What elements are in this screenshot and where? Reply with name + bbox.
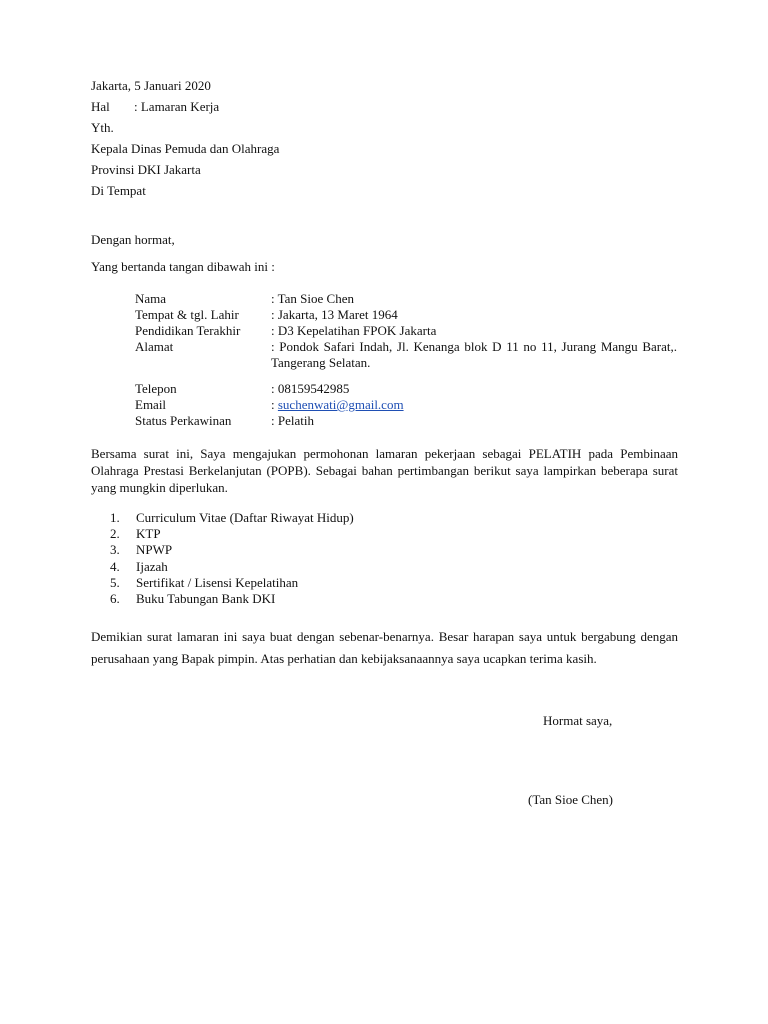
regards: Hormat saya,: [543, 713, 613, 728]
list-item-number: 5.: [110, 574, 120, 590]
list-item-text: Ijazah: [136, 558, 168, 574]
list-item-number: 6.: [110, 590, 120, 606]
list-item-number: 1.: [110, 510, 120, 525]
place-date: Jakarta, 5 Januari 2020: [91, 78, 211, 93]
email-value-wrap: [271, 397, 677, 413]
intro-line: Yang bertanda tangan dibawah ini :: [91, 259, 275, 274]
list-item-text: Buku Tabungan Bank DKI: [136, 590, 276, 606]
alamat-label: Alamat: [135, 339, 174, 354]
list-item-text: NPWP: [136, 542, 173, 558]
email-link[interactable]: suchenwati@gmail.com: [277, 397, 404, 412]
recipient-line-1: Kepala Dinas Pemuda dan Olahraga: [91, 141, 280, 156]
greeting: Dengan hormat,: [91, 232, 175, 247]
list-item-text: Sertifikat / Lisensi Kepelatihan: [136, 574, 299, 590]
list-item-text: Curriculum Vitae (Daftar Riwayat Hidup): [136, 510, 354, 525]
email-prefix: :: [271, 397, 278, 412]
pendidikan-label: Pendidikan Terakhir: [135, 323, 241, 338]
email-label: Email: [135, 397, 167, 412]
ttl-label: Tempat & tgl. Lahir: [135, 307, 239, 322]
subject-line: [91, 99, 219, 115]
recipient-line-3: Di Tempat: [91, 183, 146, 198]
ttl-value: : Jakarta, 13 Maret 1964: [271, 307, 398, 322]
status-value: : Pelatih: [271, 413, 314, 428]
signature-name: (Tan Sioe Chen): [528, 792, 614, 807]
closing-paragraph: Demikian surat lamaran ini saya buat dengan sebenar-benarnya. Besar harapan saya untuk bergabung dengan perusahaan yang Bapak pimpin. Atas perhatian dan kebijaksanaannya saya ucapkan terima kasih.: [91, 629, 678, 666]
telepon-label: Telepon: [135, 381, 177, 396]
list-item-number: 2.: [110, 526, 120, 542]
pendidikan-value: : D3 Kepelatihan FPOK Jakarta: [271, 323, 437, 338]
subject-label: Hal: [91, 99, 110, 114]
recipient-line-2: Provinsi DKI Jakarta: [91, 162, 201, 177]
list-item-text: KTP: [136, 526, 161, 542]
list-item-number: 4.: [110, 558, 120, 574]
list-item-number: 3.: [110, 542, 120, 558]
telepon-value: : 08159542985: [271, 381, 350, 396]
body-paragraph: Bersama surat ini, Saya mengajukan permohonan lamaran pekerjaan sebagai PELATIH pada Pembinaan Olahraga Prestasi Berkelanjutan (POPB). Sebagai bahan pertimbangan berikut saya lampirkan beberapa surat yang mungkin diperlukan.: [91, 446, 678, 495]
status-label: Status Perkawinan: [135, 413, 232, 428]
subject-value: : Lamaran Kerja: [134, 99, 220, 114]
alamat-value: : Pondok Safari Indah, Jl. Kenanga blok D 11 no 11, Jurang Mangu Barat,. Tangerang Selatan.: [271, 339, 677, 370]
nama-value: : Tan Sioe Chen: [271, 291, 354, 306]
nama-label: Nama: [135, 291, 167, 306]
yth: Yth.: [91, 120, 114, 135]
